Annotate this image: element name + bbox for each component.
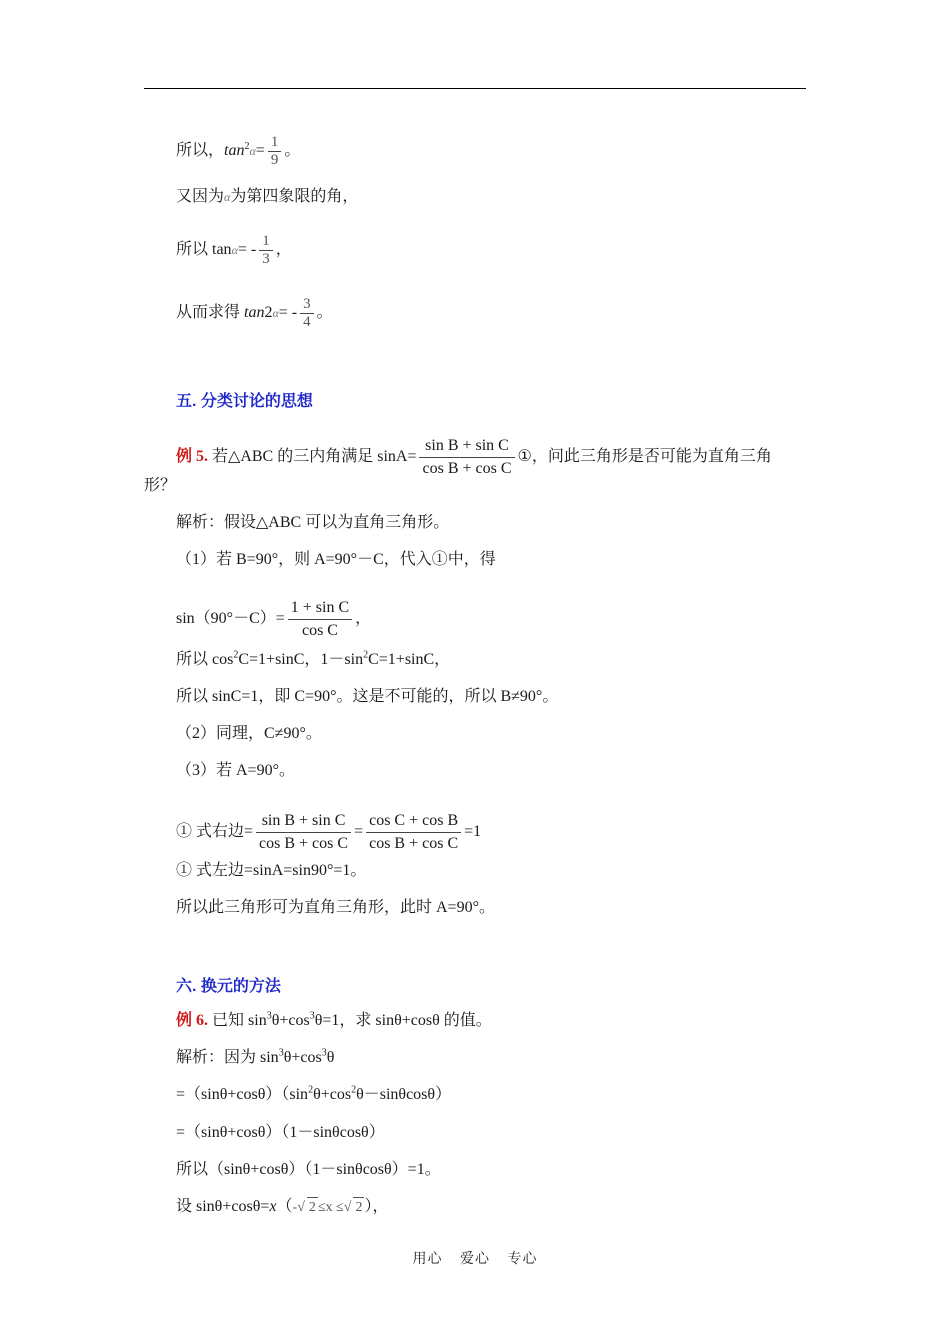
factor-line <box>176 1085 451 1105</box>
analysis-6-line <box>176 1048 334 1068</box>
analysis-line: 解析：假设△ABC 可以为直角三角形。 <box>176 514 450 531</box>
text: θ+cos <box>271 1012 310 1029</box>
fraction <box>419 435 514 480</box>
text: θ+cos <box>283 1049 322 1066</box>
case-2-line: （2）同理，C≠90°。 <box>176 725 322 742</box>
text: ）， <box>364 1198 389 1215</box>
text: sin（90°－C）= <box>176 610 285 628</box>
page-footer <box>0 1248 950 1268</box>
text: ①，问此三角形是否可能为直角三角 <box>517 448 772 466</box>
line-tan-alpha <box>176 233 292 268</box>
denominator: cos B + cos C <box>259 835 349 852</box>
fraction <box>268 134 282 169</box>
case-1-line: （1）若 B=90°，则 A=90°－C，代入①中，得 <box>176 551 496 568</box>
text: 所以， <box>176 142 225 160</box>
numerator: 1 + sin C <box>288 597 352 620</box>
alpha-symbol: α <box>231 243 238 258</box>
alpha-symbol: α <box>272 306 279 321</box>
text: C=1+sinC，1－sin <box>238 651 364 668</box>
section-heading-5: 五. 分类讨论的思想 <box>176 393 313 410</box>
section-heading-6: 六. 换元的方法 <box>176 978 281 995</box>
footer-text: 专心 <box>507 1251 538 1267</box>
text: 若△ABC 的三内角满足 sinA= <box>212 448 417 466</box>
line-tan-squared <box>176 134 300 169</box>
text: 又因为 <box>176 188 225 205</box>
fraction <box>300 296 314 331</box>
numerator: sin B + sin C <box>256 810 351 833</box>
example-5-line-cont: 形？ <box>144 477 177 494</box>
text: 2 <box>264 304 273 322</box>
text: 。 <box>284 142 301 160</box>
denominator: 4 <box>303 314 311 330</box>
text: 从而求得 <box>176 304 245 322</box>
inequality: ≤x ≤ <box>317 1200 344 1215</box>
text: 设 sinθ+cosθ= <box>176 1198 270 1215</box>
superscript: 3 <box>266 1010 272 1022</box>
equals: = - <box>237 241 257 259</box>
denominator: cos C <box>301 622 338 639</box>
numerator: 3 <box>300 296 314 314</box>
numerator: cos C + cos B <box>366 810 461 833</box>
line-fourth-quadrant <box>176 187 358 207</box>
text: ， <box>355 610 372 628</box>
text: θ－sinθcosθ） <box>356 1086 452 1103</box>
example-6-line <box>176 1011 492 1031</box>
variable-x: x <box>269 1198 277 1215</box>
fraction <box>256 810 351 855</box>
radicand: 2 <box>307 1197 318 1218</box>
sqrt-icon: √ <box>297 1200 305 1215</box>
superscript: 3 <box>278 1047 284 1059</box>
superscript: 2 <box>233 649 239 661</box>
superscript: 2 <box>351 1084 357 1096</box>
fraction <box>259 233 273 268</box>
product-equals-one-line: 所以（sinθ+cosθ）（1－sinθcosθ）=1。 <box>176 1161 441 1178</box>
text: 。 <box>316 304 333 322</box>
example-label: 例 5. <box>176 448 209 466</box>
text: 所以 tan <box>176 241 232 259</box>
radicand: 2 <box>353 1197 364 1218</box>
header-rule <box>144 88 806 89</box>
substitution-line <box>176 1197 388 1218</box>
superscript: 2 <box>244 140 250 152</box>
text: 所以 cos <box>176 651 234 668</box>
text: θ <box>326 1049 335 1066</box>
text: ， <box>275 241 292 259</box>
text: C=1+sinC， <box>368 651 451 668</box>
equals: = <box>354 823 364 841</box>
numerator: 1 <box>259 233 273 251</box>
superscript: 2 <box>363 649 369 661</box>
cos-squared-line <box>176 650 450 670</box>
minus-sign: - <box>292 1200 298 1215</box>
fraction <box>366 810 461 855</box>
superscript: 3 <box>309 1010 315 1022</box>
denominator: 3 <box>262 251 270 267</box>
line-tan-2alpha <box>176 296 333 331</box>
right-side-line <box>176 810 481 855</box>
denominator: cos B + cos C <box>422 460 512 477</box>
footer-text: 爱心 <box>460 1251 490 1267</box>
numerator: 1 <box>268 134 282 152</box>
superscript: 2 <box>308 1084 314 1096</box>
text: tan <box>244 304 265 322</box>
left-side-line: ① 式左边=sinA=sin90°=1。 <box>176 862 367 879</box>
denominator: cos B + cos C <box>369 835 459 852</box>
equals: = <box>255 142 265 160</box>
sqrt-icon: √ <box>343 1200 352 1215</box>
text: θ=1，求 sinθ+cosθ 的值。 <box>314 1012 492 1029</box>
text: =1 <box>464 823 482 841</box>
sinc-line: 所以 sinC=1，即 C=90°。这是不可能的，所以 B≠90°。 <box>176 688 559 705</box>
text: 为第四象限的角， <box>230 188 359 205</box>
alpha-symbol: α <box>224 190 231 204</box>
text: 已知 sin <box>212 1012 267 1029</box>
text: 解析：因为 sin <box>176 1049 279 1066</box>
example-5-line <box>176 435 772 480</box>
equals: = - <box>278 304 298 322</box>
alpha-symbol: α <box>249 144 256 159</box>
text: tan <box>224 142 245 160</box>
text: ① 式右边= <box>176 823 254 841</box>
fraction <box>288 597 352 642</box>
footer-text: 用心 <box>412 1251 443 1267</box>
case-3-line: （3）若 A=90°。 <box>176 762 295 779</box>
example-label: 例 6. <box>176 1012 209 1029</box>
text: =（sinθ+cosθ）（sin <box>176 1086 309 1103</box>
conclusion-line: 所以此三角形可为直角三角形，此时 A=90°。 <box>176 899 495 916</box>
denominator: 9 <box>270 152 279 168</box>
sin-90-minus-c-line <box>176 597 371 642</box>
numerator: sin B + sin C <box>419 435 514 458</box>
text: θ+cos <box>313 1086 352 1103</box>
text: （ <box>276 1198 293 1215</box>
superscript: 3 <box>321 1047 327 1059</box>
factor-simplified-line: =（sinθ+cosθ）（1－sinθcosθ） <box>176 1124 385 1141</box>
